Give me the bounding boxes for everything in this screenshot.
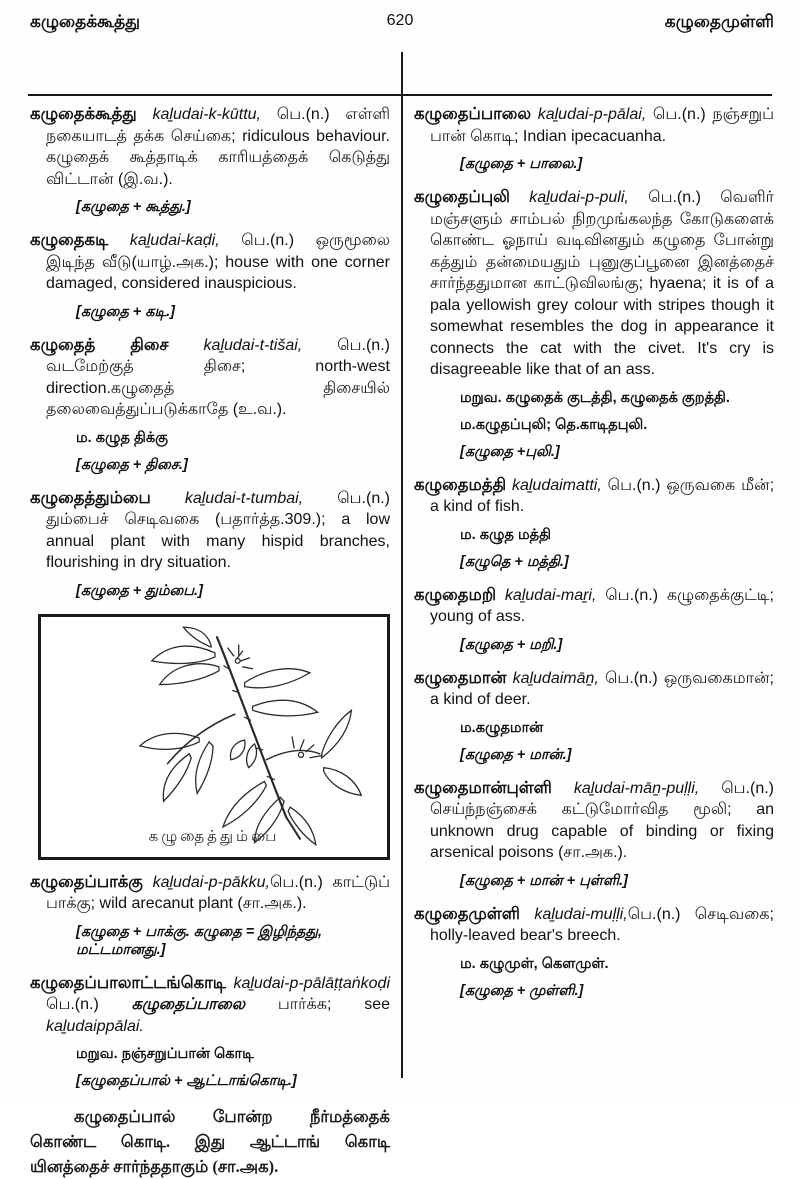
- dialect-note: ம.கழுதமான்: [460, 719, 544, 736]
- page-number: 620: [386, 12, 414, 29]
- headword: கழுதைகடி: [30, 231, 109, 249]
- transliteration: kaḻudai-p-puli,: [529, 189, 629, 206]
- transliteration: kaḻudai-p-pākku,: [152, 873, 270, 891]
- dictionary-entry: [414, 475, 774, 572]
- definition: [30, 973, 390, 1038]
- transliteration: kaḻudai-t-tišai,: [203, 336, 303, 354]
- page-header: [0, 0, 800, 46]
- definition: [414, 904, 774, 947]
- etymology: [கழுதைப்பால் + ஆட்டாங்கொடி.]: [76, 1073, 297, 1089]
- definition-text: பெ.(n.) செய்ந்நஞ்சைக் கட்டுமோர்வித மூலி; an unknown drug capable of binding or fixing arsenical poisons (சா.அக.).: [430, 779, 774, 861]
- definition: [414, 104, 774, 147]
- dictionary-entry: [414, 585, 774, 655]
- transliteration: kaḻudai-maṟi,: [504, 586, 597, 604]
- dialect-note: மறுவ. கழுதைக் குடத்தி, கழுதைக் குறத்தி.: [460, 389, 730, 406]
- definition: [414, 668, 774, 711]
- definition-text: பெ.(n.) செடிவகை; holly-leaved bear's breech.: [430, 905, 774, 944]
- definition: [30, 230, 390, 295]
- etymology: [கழுதை + தும்பை.]: [76, 582, 203, 599]
- definition: [30, 335, 390, 421]
- dictionary-entry: [414, 904, 774, 1001]
- dialect-note: ம. கழுத திக்கு: [76, 429, 168, 446]
- definition-text: பெ.(n.) தும்பைச் செடிவகை (பதார்த்த.309.); a low annual plant with many hispid branches, flourishing in dry situation.: [46, 489, 390, 571]
- definition-text: பெ.(n.) ஒருமூலை இடிந்த வீடு(யாழ்.அக.); house with one corner damaged, considered inauspicious.: [46, 232, 391, 292]
- etymology: [கழுதை +புலி.]: [460, 443, 560, 460]
- headword: கழுதைமுள்ளி: [414, 904, 520, 923]
- dictionary-entry: [30, 488, 390, 601]
- dictionary-entry: [414, 668, 774, 765]
- definition-text: பெ.(n.) ஒருவகைமான்; a kind of deer.: [430, 669, 774, 708]
- right-column: [414, 104, 774, 1179]
- definition-text: பெ.(n.) வடமேற்குத் திசை; north-west direction.கழுதைத் திசையில் தலைவைத்துப்படுக்காதே (உ.வ.).: [46, 336, 390, 418]
- transliteration: kaḻudai-p-pālai,: [537, 106, 647, 123]
- transliteration: kaḻudai-māṉ-puḷḷi,: [573, 779, 700, 797]
- definition: [30, 488, 390, 574]
- transliteration: kaḻudai-k-kūttu,: [152, 106, 261, 123]
- left-column: [30, 104, 390, 1179]
- transliteration: kaḻudaimāṉ,: [512, 669, 599, 687]
- definition-text: பெ.(n.) எள்ளி நகையாடத் தக்க செய்கை; ridiculous behaviour. கழுதைக் கூத்தாடிக் காரியத்தைக் கெடுத்து விட்டான் (இ.வ.).: [46, 106, 390, 188]
- definition: [414, 475, 774, 518]
- headword: கழுதைப்பாலாட்டங்கொடி: [30, 973, 226, 992]
- dictionary-entry: [414, 778, 774, 891]
- headword: கழுதைமான்புள்ளி: [414, 778, 552, 797]
- definition-text: பெ.(n.) கழுதைக்குட்டி; young of ass.: [430, 586, 774, 625]
- figure-caption: கழுதைத்தும்பை: [148, 828, 280, 845]
- dictionary-entry: [414, 187, 774, 462]
- definition: [414, 187, 774, 381]
- dialect-note: ம. கழுத மத்தி: [460, 526, 551, 543]
- etymology: [கழுதை + பாலை.]: [460, 156, 583, 172]
- definition: [414, 585, 774, 628]
- plant-illustration: [41, 617, 387, 857]
- definition: [414, 778, 774, 864]
- etymology: [கழுதை + மான் + புள்ளி.]: [460, 872, 628, 889]
- continuation-paragraph: கழுதைப்பால் போன்ற நீர்மத்தைக் கொண்ட கொடி. இது ஆட்டாங் கொடி யினத்தைச் சார்ந்ததாகும் (சா.அக).: [30, 1107, 390, 1176]
- transliteration: kaḻudai-muḷḷi,: [534, 905, 628, 923]
- headword: கழுதைத் திசை: [30, 335, 169, 354]
- running-head-left: கழுதைக்கூத்து: [30, 12, 140, 31]
- headword: கழுதைப்புலி: [414, 188, 510, 206]
- dictionary-entry: [30, 104, 390, 217]
- etymology: [கழுதை + திசை.]: [76, 456, 188, 473]
- running-head-right: கழுதைமுள்ளி: [664, 12, 774, 31]
- dialect-note: மறுவ. நஞ்சறுப்பான் கொடி: [76, 1046, 254, 1062]
- transliteration: kaḻudai-kaḍi,: [129, 232, 220, 249]
- two-column-body: [0, 96, 800, 1179]
- etymology: [கழுதை + கடி.]: [76, 303, 175, 320]
- etymology: [கழுதை + முள்ளி.]: [460, 982, 584, 999]
- transliteration: kaḻudaimatti,: [511, 476, 602, 494]
- etymology: [கழுதை + மான்.]: [460, 746, 572, 763]
- transliteration: kaḻudai-p-pālāṭṭaṅkoḍi: [233, 974, 390, 992]
- definition-text: பெ.(n.): [46, 996, 132, 1013]
- headword: கழுதைத்தும்பை: [30, 488, 151, 507]
- definition: [30, 872, 390, 915]
- definition-text: பெ.(n.) காட்டுப் பாக்கு; wild arecanut plant (சா.அக.).: [46, 873, 390, 912]
- column-divider: [401, 52, 403, 1078]
- definition-text: பார்க்க; see: [245, 996, 390, 1013]
- cross-reference-translit: kaḻudaippālai.: [46, 1017, 144, 1035]
- definition-text: பெ.(n.) வெளிர் மஞ்சளும் சாம்பல் நிறமுங்கலந்த கோடுகளைக் கொண்ட ஓநாய் வடிவினதும் கழுதை போன்று கத்தும் தன்மையதும் புனுகுப்பூனை இனத்தைச் சார்ந்ததுமான காட்டுவிலங்கு; hyaena; it is of a pala yellowish grey colour with stripes though it somewhat resembles the dog in appearance it connects the cat with the civet. It's cry is disagreeable like that of an ass.: [430, 189, 775, 378]
- dictionary-entry: [30, 872, 390, 960]
- headword: கழுதைப்பாலை: [414, 105, 532, 123]
- definition: [30, 104, 390, 190]
- headword: கழுதைமான்: [414, 668, 507, 687]
- headword: கழுதைப்பாக்கு: [30, 872, 143, 891]
- dictionary-entry: [414, 104, 774, 174]
- headword: கழுதைமத்தி: [414, 475, 507, 494]
- etymology: [கழுதை + கூத்து.]: [76, 199, 191, 215]
- etymology: [கழுதை + மறி.]: [460, 636, 563, 653]
- dictionary-entry: [30, 230, 390, 322]
- definition-text: பெ.(n.) நஞ்சறுப் பான் கொடி; Indian ipecacuanha.: [430, 106, 774, 145]
- etymology: [கழுதெ + மத்தி.]: [460, 553, 569, 570]
- headword: கழுதைக்கூத்து: [30, 105, 137, 123]
- dialect-note: ம.கழுதப்புலி; தெ.காடிதபுலி.: [460, 416, 648, 433]
- dictionary-entry: [30, 335, 390, 475]
- etymology: [கழுதை + பாக்கு. கழுதை = இழிந்தது, மட்டமானது.]: [76, 923, 322, 958]
- dictionary-entry: [30, 973, 390, 1092]
- dialect-note: ம. கழுமுள், கெளமுள்.: [460, 955, 609, 972]
- figure: [38, 614, 390, 860]
- cross-reference: கழுதைப்பாலை: [131, 996, 246, 1013]
- definition-text: பெ.(n.) ஒருவகை மீன்; a kind of fish.: [430, 476, 775, 515]
- headword: கழுதைமறி: [414, 585, 497, 604]
- transliteration: kaḻudai-t-tumbai,: [184, 489, 304, 507]
